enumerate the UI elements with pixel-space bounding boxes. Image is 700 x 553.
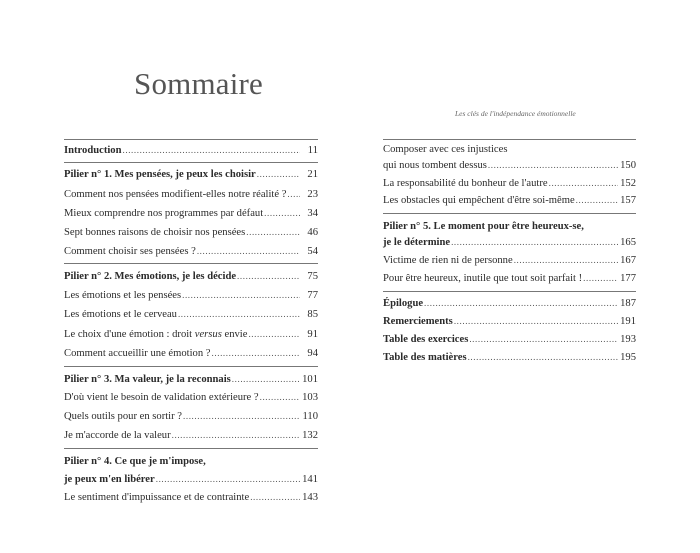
entry-page: 75 — [307, 271, 318, 282]
divider — [64, 139, 318, 140]
divider — [64, 448, 318, 449]
entry-label: Pilier n° 5. Le moment pour être heureux-se, — [383, 221, 584, 232]
entry-page: 195 — [620, 352, 636, 363]
toc-entry[interactable] — [64, 490, 318, 504]
entry-label: je le détermine — [383, 237, 451, 248]
divider — [383, 139, 636, 140]
entry-page: 11 — [307, 145, 318, 156]
page-title: Sommaire — [134, 66, 264, 101]
toc-entry[interactable] — [64, 390, 318, 404]
entry-label: Pilier n° 2. Mes émotions, je les décide — [64, 271, 237, 282]
toc-entry-line1[interactable] — [383, 143, 636, 157]
entry-label: Table des matières — [383, 352, 467, 363]
toc-entry[interactable] — [383, 193, 636, 207]
entry-page: 54 — [307, 246, 318, 257]
divider — [64, 263, 318, 264]
entry-label-emphasis: versus — [194, 329, 222, 340]
entry-label — [64, 328, 247, 342]
entry-label: Remerciements — [383, 316, 453, 327]
entry-label: qui nous tombent dessus — [383, 160, 487, 171]
toc-entry-introduction[interactable] — [64, 143, 318, 157]
entry-label: Mieux comprendre nos programmes par défaut — [64, 208, 264, 219]
toc-entry[interactable] — [64, 428, 318, 442]
entry-label: Les émotions et le cerveau — [64, 309, 177, 320]
entry-page: 46 — [307, 227, 318, 238]
entry-label: Les obstacles qui empêchent d'être soi-même — [383, 195, 575, 206]
toc-entry-pillar-2[interactable] — [64, 269, 318, 283]
divider — [383, 291, 636, 292]
entry-page: 141 — [302, 474, 318, 485]
entry-label: D'où vient le besoin de validation extérieure ? — [64, 392, 259, 403]
toc-entry-exercises[interactable] — [383, 332, 636, 346]
running-head: Les clés de l'indépendance émotionnelle — [455, 109, 576, 118]
entry-label: Sept bonnes raisons de choisir nos pensées — [64, 227, 246, 238]
entry-label-pre: Le choix d'une émotion : droit — [64, 329, 195, 340]
entry-label: Pilier n° 3. Ma valeur, je la reconnais — [64, 374, 231, 385]
entry-label: Je m'accorde de la valeur — [64, 430, 171, 441]
entry-label: Pilier n° 4. Ce que je m'impose, — [64, 456, 206, 467]
entry-page: 193 — [620, 334, 636, 345]
entry-label: Pour être heureux, inutile que tout soit parfait ! — [383, 273, 583, 284]
entry-label: Comment nos pensées modifient-elles notre réalité ? — [64, 189, 287, 200]
toc-entry-epilogue[interactable] — [383, 296, 636, 310]
toc-entry-pillar-5-line1[interactable] — [383, 220, 636, 234]
entry-label: Introduction — [64, 145, 122, 156]
toc-entry[interactable] — [64, 206, 318, 220]
toc-entry[interactable] — [383, 158, 636, 172]
entry-label: Comment choisir ses pensées ? — [64, 246, 196, 257]
entry-label: Table des exercices — [383, 334, 469, 345]
toc-entry-pillar-5[interactable] — [383, 235, 636, 249]
divider — [383, 213, 636, 214]
entry-page: 23 — [307, 189, 318, 200]
toc-entry[interactable] — [383, 253, 636, 267]
entry-page: 34 — [307, 208, 318, 219]
entry-label: Comment accueillir une émotion ? — [64, 348, 211, 359]
toc-entry[interactable] — [64, 327, 318, 341]
entry-page: 85 — [307, 309, 318, 320]
toc-entry-pillar-3[interactable] — [64, 372, 318, 386]
toc-entry[interactable] — [64, 244, 318, 258]
entry-label: Les émotions et les pensées — [64, 290, 182, 301]
toc-entry-contents[interactable] — [383, 350, 636, 364]
divider — [64, 366, 318, 367]
toc-entry-pillar-4-line1[interactable] — [64, 455, 318, 469]
toc-entry-acknowledgements[interactable] — [383, 314, 636, 328]
entry-label: Composer avec ces injustices — [383, 144, 508, 155]
entry-label: Le sentiment d'impuissance et de contrainte — [64, 492, 250, 503]
toc-entry[interactable] — [64, 187, 318, 201]
toc-entry[interactable] — [64, 288, 318, 302]
toc-entry[interactable] — [64, 225, 318, 239]
entry-page: 150 — [620, 160, 636, 171]
entry-page: 177 — [620, 273, 636, 284]
toc-entry[interactable] — [64, 409, 318, 423]
entry-page: 165 — [620, 237, 636, 248]
entry-page: 91 — [307, 329, 318, 340]
entry-page: 103 — [302, 392, 318, 403]
entry-label: Épilogue — [383, 298, 424, 309]
entry-page: 132 — [302, 430, 318, 441]
entry-label: je peux m'en libérer — [64, 474, 155, 485]
entry-page: 187 — [620, 298, 636, 309]
entry-page: 167 — [620, 255, 636, 266]
entry-page: 143 — [302, 492, 318, 503]
entry-label: Victime de rien ni de personne — [383, 255, 513, 266]
entry-page: 191 — [620, 316, 636, 327]
toc-entry[interactable] — [383, 271, 636, 285]
divider — [64, 162, 318, 163]
toc-entry[interactable] — [64, 346, 318, 360]
entry-label-post: envie — [221, 329, 248, 340]
entry-label: Quels outils pour en sortir ? — [64, 411, 182, 422]
entry-page: 77 — [307, 290, 318, 301]
entry-page: 110 — [302, 411, 318, 422]
toc-entry[interactable] — [64, 307, 318, 321]
entry-page: 94 — [307, 348, 318, 359]
toc-entry-pillar-4[interactable] — [64, 472, 318, 486]
entry-label: La responsabilité du bonheur de l'autre — [383, 178, 548, 189]
entry-page: 21 — [307, 169, 318, 180]
entry-page: 101 — [302, 374, 318, 385]
toc-entry[interactable] — [383, 176, 636, 190]
entry-label: Pilier n° 1. Mes pensées, je peux les choisir — [64, 169, 256, 180]
entry-page: 157 — [620, 195, 636, 206]
entry-page: 152 — [620, 178, 636, 189]
toc-entry-pillar-1[interactable] — [64, 167, 318, 181]
